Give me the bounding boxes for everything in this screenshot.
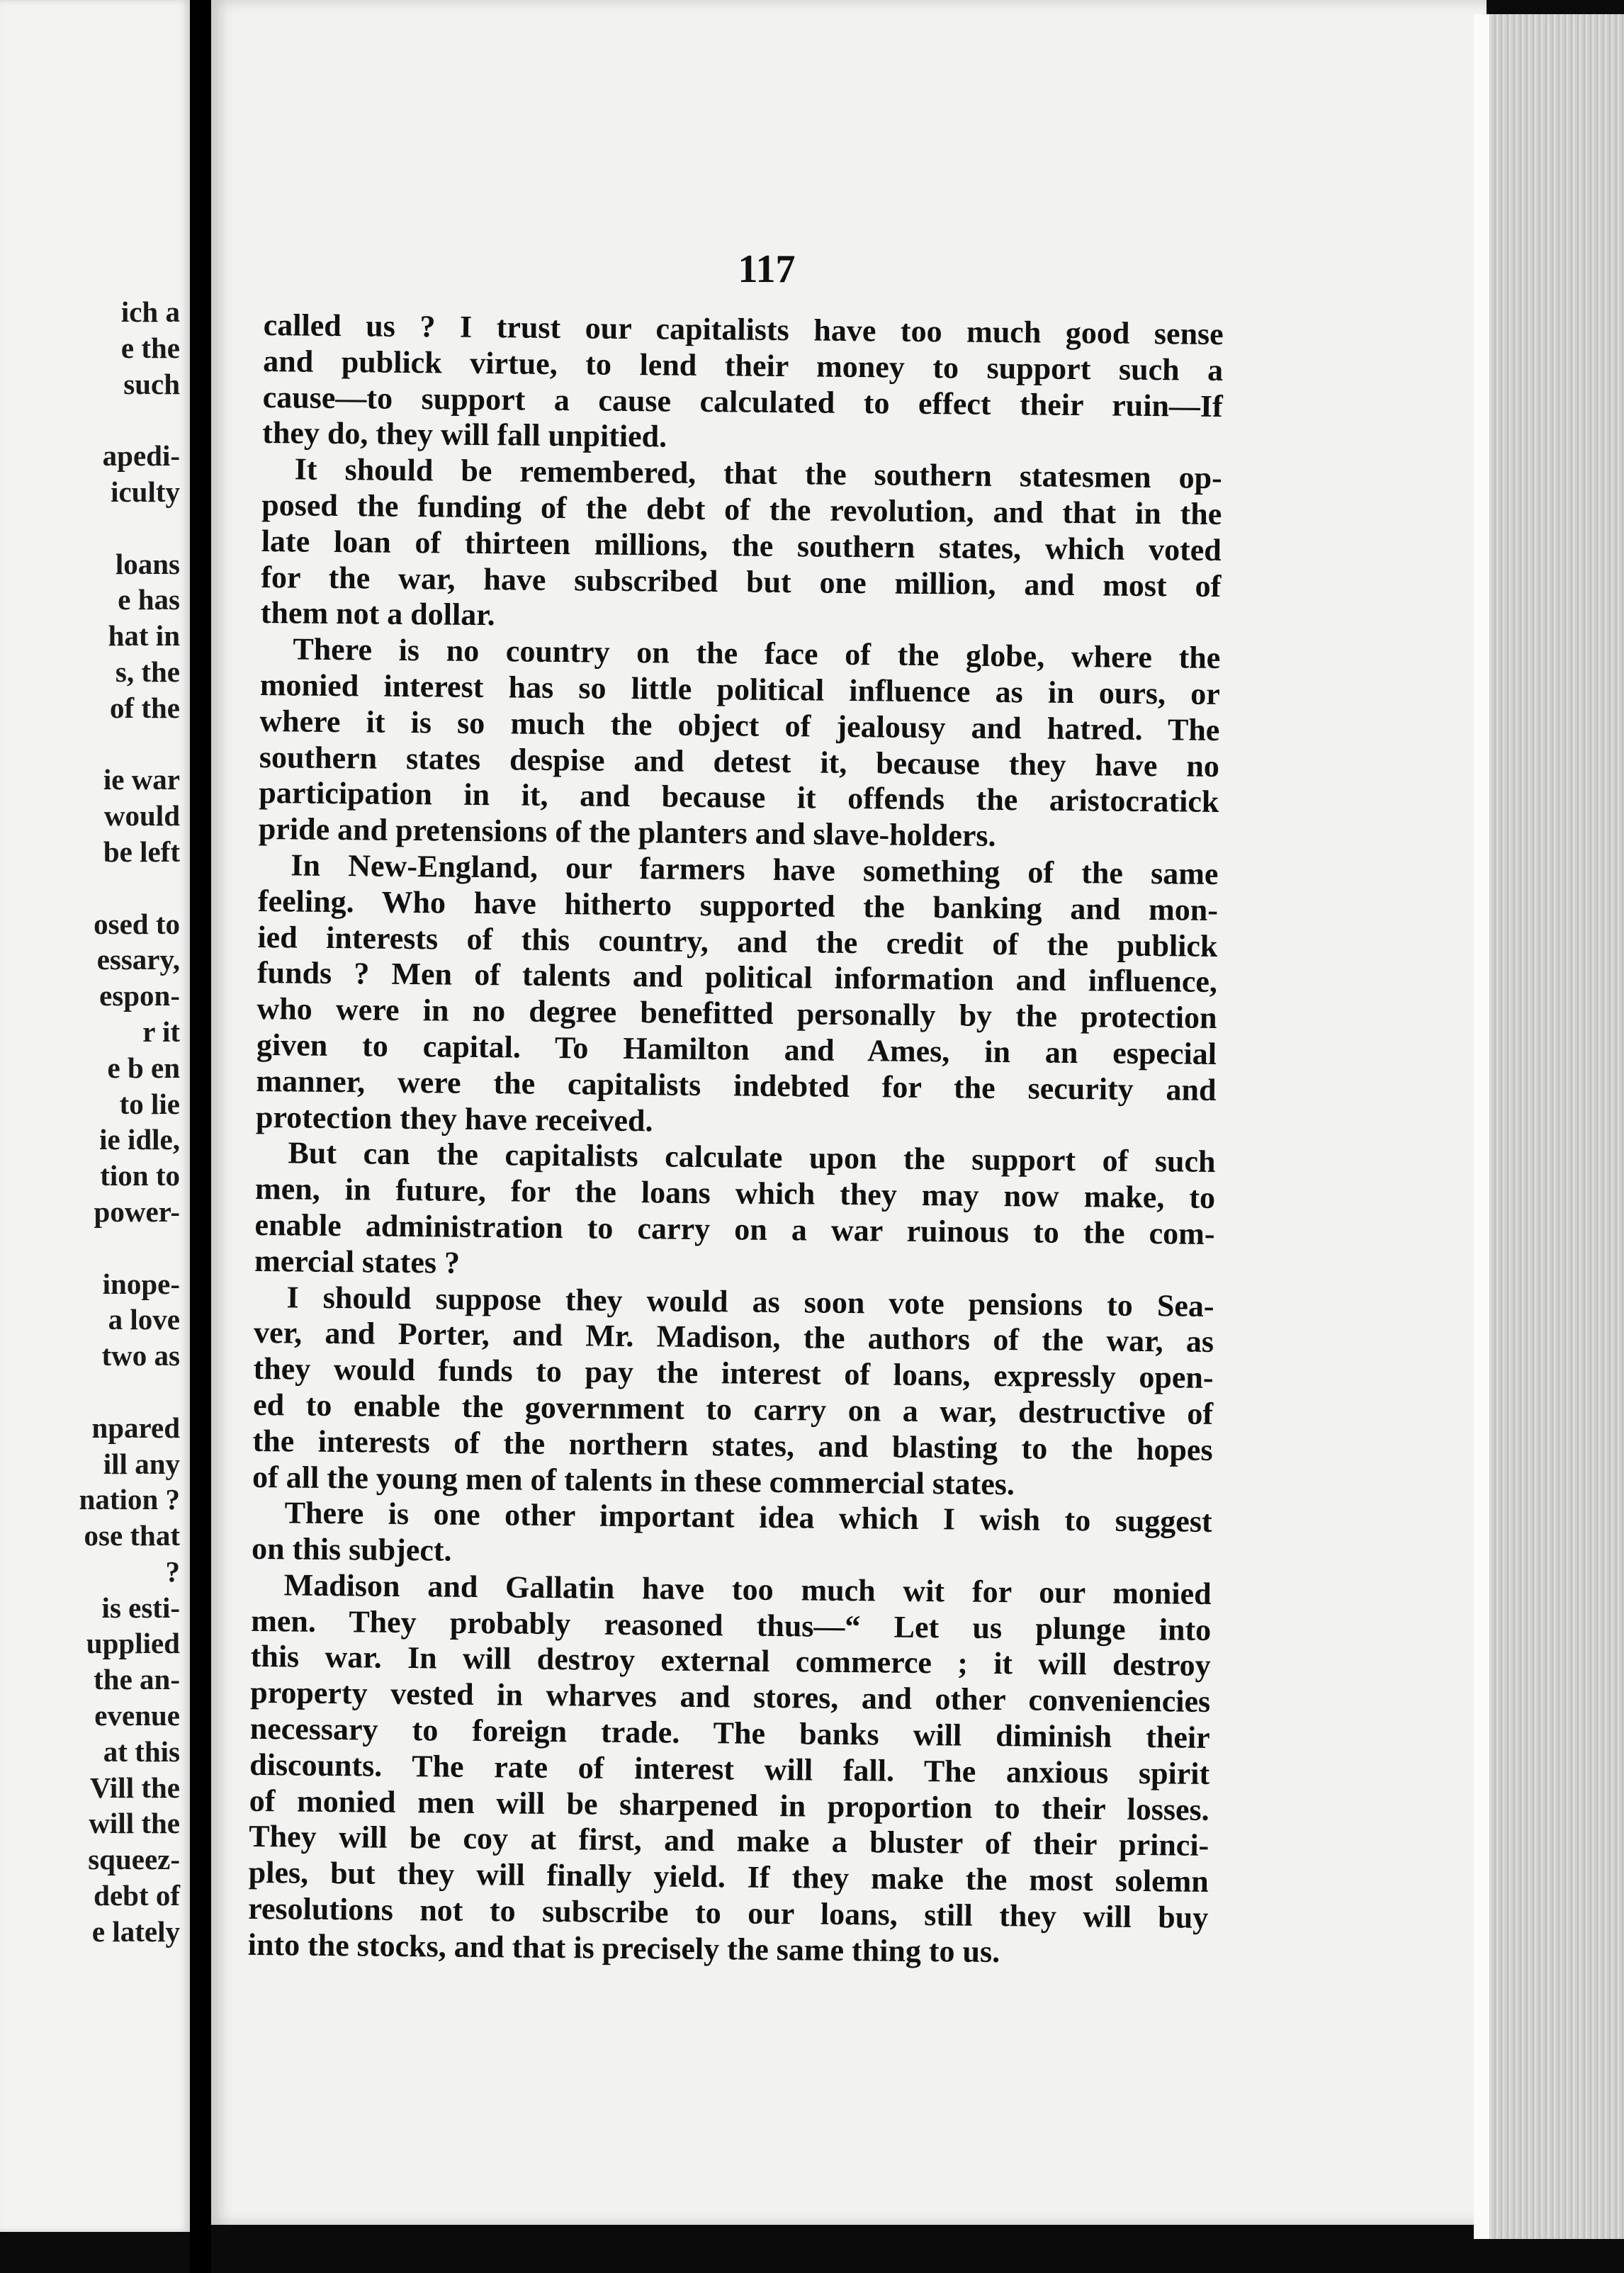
previous-page-line: evenue: [94, 1699, 180, 1732]
text-line: feeling. Who have hitherto supported the banking and mon-: [257, 883, 1219, 927]
text-line: men. They probably reasoned thus—“ Let us plunge into: [250, 1603, 1212, 1647]
paragraph: [252, 1279, 1214, 1504]
text-line: There is one other important idea which I wish to suggest: [284, 1495, 1212, 1540]
previous-page-line: [0, 1230, 180, 1266]
previous-page-line: [0, 510, 180, 546]
previous-page-line: espon-: [99, 979, 180, 1013]
previous-page-line: iculty: [111, 475, 180, 508]
previous-page-line: is esti-: [101, 1591, 180, 1624]
previous-page-line: s, the: [115, 655, 180, 688]
previous-page-line: [0, 402, 180, 438]
paragraph: [256, 847, 1219, 1144]
text-line: they would funds to pay the interest of loans, expressly open-: [253, 1351, 1214, 1396]
previous-page-line: nation ?: [79, 1483, 180, 1516]
previous-page-line: debt of: [94, 1879, 180, 1912]
text-line: called us ? I trust our capitalists have too much good sense: [263, 308, 1224, 352]
text-line: of all the young men of talents in these commercial states.: [252, 1459, 1015, 1501]
previous-page-text: [0, 294, 180, 1950]
text-line: given to capital. To Hamilton and Ames, in an especial: [256, 1027, 1217, 1071]
previous-page-line: ose that: [84, 1519, 180, 1552]
text-line: protection they have received.: [255, 1099, 653, 1138]
previous-page-line: hat in: [108, 619, 180, 653]
text-line: into the stocks, and that is precisely the same thing to us.: [247, 1927, 1000, 1969]
text-line: and publick virtue, to lend their money to support such a: [263, 343, 1224, 388]
previous-page-line: upplied: [86, 1627, 180, 1660]
previous-page-line: r it: [142, 1015, 180, 1048]
text-line: participation in it, and because it offends the aristocratick: [259, 775, 1219, 820]
paragraph: [261, 451, 1222, 641]
text-line: the interests of the northern states, and blasting to the hopes: [252, 1423, 1213, 1467]
page-edges: [1474, 14, 1624, 2239]
previous-page-line: of the: [109, 691, 180, 724]
previous-page-line: be left: [103, 835, 180, 868]
text-line: posed the funding of the debt of the revolution, and that in the: [261, 487, 1222, 531]
text-line: ver, and Porter, and Mr. Madison, the authors of the war, as: [253, 1315, 1214, 1360]
previous-page-line: [0, 726, 180, 762]
previous-page-line: ie war: [103, 763, 180, 796]
text-line: discounts. The rate of interest will fall. The anxious spirit: [249, 1747, 1210, 1791]
text-line: cause—to support a cause calculated to effect their ruin—If: [262, 379, 1223, 424]
text-line: resolutions not to subscribe to our loans, still they will buy: [248, 1890, 1209, 1935]
previous-page-line: e the: [120, 331, 180, 364]
previous-page-line: osed to: [94, 907, 180, 940]
previous-page-line: e has: [118, 583, 180, 616]
previous-page-line: power-: [94, 1195, 180, 1228]
previous-page-line: ?: [165, 1555, 180, 1588]
previous-page-line: would: [103, 799, 180, 833]
text-line: men, in future, for the loans which they may now make, to: [254, 1171, 1216, 1216]
text-line: ples, but they will finally yield. If they make the most solemn: [248, 1855, 1209, 1900]
book-gutter: [190, 0, 211, 2273]
text-line: pride and pretensions of the planters and slave-holders.: [258, 811, 996, 854]
paragraph: [259, 631, 1221, 857]
previous-page-line: Vill the: [89, 1771, 180, 1804]
previous-page-line: [0, 1374, 180, 1410]
text-line: of monied men will be sharpened in proportion to their losses.: [249, 1783, 1209, 1827]
paragraph: [248, 1567, 1212, 1973]
previous-page-line: two as: [101, 1339, 180, 1372]
text-line: They will be coy at first, and make a bluster of their princi-: [249, 1819, 1209, 1863]
paragraph: [252, 1495, 1212, 1577]
text-line: enable administration to carry on a war ruinous to the com-: [254, 1207, 1215, 1251]
previous-page-line: ill any: [103, 1447, 180, 1480]
page-number: 117: [738, 247, 796, 291]
previous-page-line: apedi-: [102, 439, 180, 473]
text-line: where it is so much the object of jealousy and hatred. The: [259, 703, 1220, 748]
previous-page-line: loans: [115, 547, 180, 580]
previous-page-line: e lately: [91, 1914, 180, 1948]
body-text: [248, 308, 1224, 1973]
text-line: Madison and Gallatin have too much wit for our monied: [283, 1567, 1212, 1611]
previous-page-line: e b en: [107, 1051, 180, 1084]
previous-page-line: at this: [103, 1735, 180, 1768]
text-line: ied interests of this country, and the credit of the publick: [257, 919, 1218, 964]
previous-page: [0, 0, 190, 2232]
paragraph: [262, 308, 1224, 461]
text-line: for the war, have subscribed but one million, and most of: [261, 559, 1222, 604]
text-line: mercial states ?: [254, 1243, 461, 1280]
previous-page-line: tion to: [100, 1159, 180, 1192]
text-line: property vested in wharves and stores, and other conveniencies: [250, 1675, 1211, 1720]
previous-page-line: to lie: [119, 1087, 180, 1120]
text-line: I should suppose they would as soon vote pensions to Sea-: [286, 1279, 1214, 1324]
paragraph: [254, 1135, 1216, 1288]
text-line: them not a dollar.: [260, 595, 495, 633]
previous-page-line: such: [123, 367, 180, 400]
text-line: late loan of thirteen millions, the southern states, which voted: [261, 523, 1222, 568]
text-line: on this subject.: [251, 1531, 452, 1568]
text-line: monied interest has so little political influence as in ours, or: [259, 667, 1221, 711]
text-line: manner, were the capitalists indebted for the security and: [256, 1063, 1217, 1107]
previous-page-line: will the: [89, 1807, 180, 1840]
previous-page-line: essary,: [96, 943, 180, 976]
text-line: necessary to foreign trade. The banks will diminish their: [249, 1710, 1210, 1755]
text-line: they do, they will fall unpitied.: [262, 415, 667, 454]
text-line: this war. In will destroy external commerce ; it will destroy: [250, 1639, 1211, 1683]
previous-page-line: a love: [108, 1303, 180, 1336]
text-line: ed to enable the government to carry on a war, destructive of: [252, 1387, 1214, 1431]
text-line: But can the capitalists calculate upon the support of such: [288, 1135, 1216, 1180]
previous-page-line: squeez-: [88, 1843, 180, 1876]
previous-page-line: [0, 870, 180, 906]
previous-page-line: ie idle,: [99, 1123, 180, 1156]
text-line: who were in no degree benefitted personally by the protection: [256, 991, 1217, 1036]
previous-page-line: ich a: [120, 295, 180, 328]
previous-page-line: inope-: [102, 1267, 180, 1300]
text-line: It should be remembered, that the southern statesmen op-: [294, 451, 1222, 496]
previous-page-line: the an-: [94, 1663, 180, 1696]
text-line: funds ? Men of talents and political information and influence,: [256, 955, 1218, 1000]
previous-page-line: npared: [91, 1411, 180, 1444]
text-line: In New-England, our farmers have something of the same: [291, 847, 1219, 891]
text-line: southern states despise and detest it, because they have no: [259, 739, 1220, 784]
text-line: There is no country on the face of the globe, where the: [293, 631, 1221, 676]
